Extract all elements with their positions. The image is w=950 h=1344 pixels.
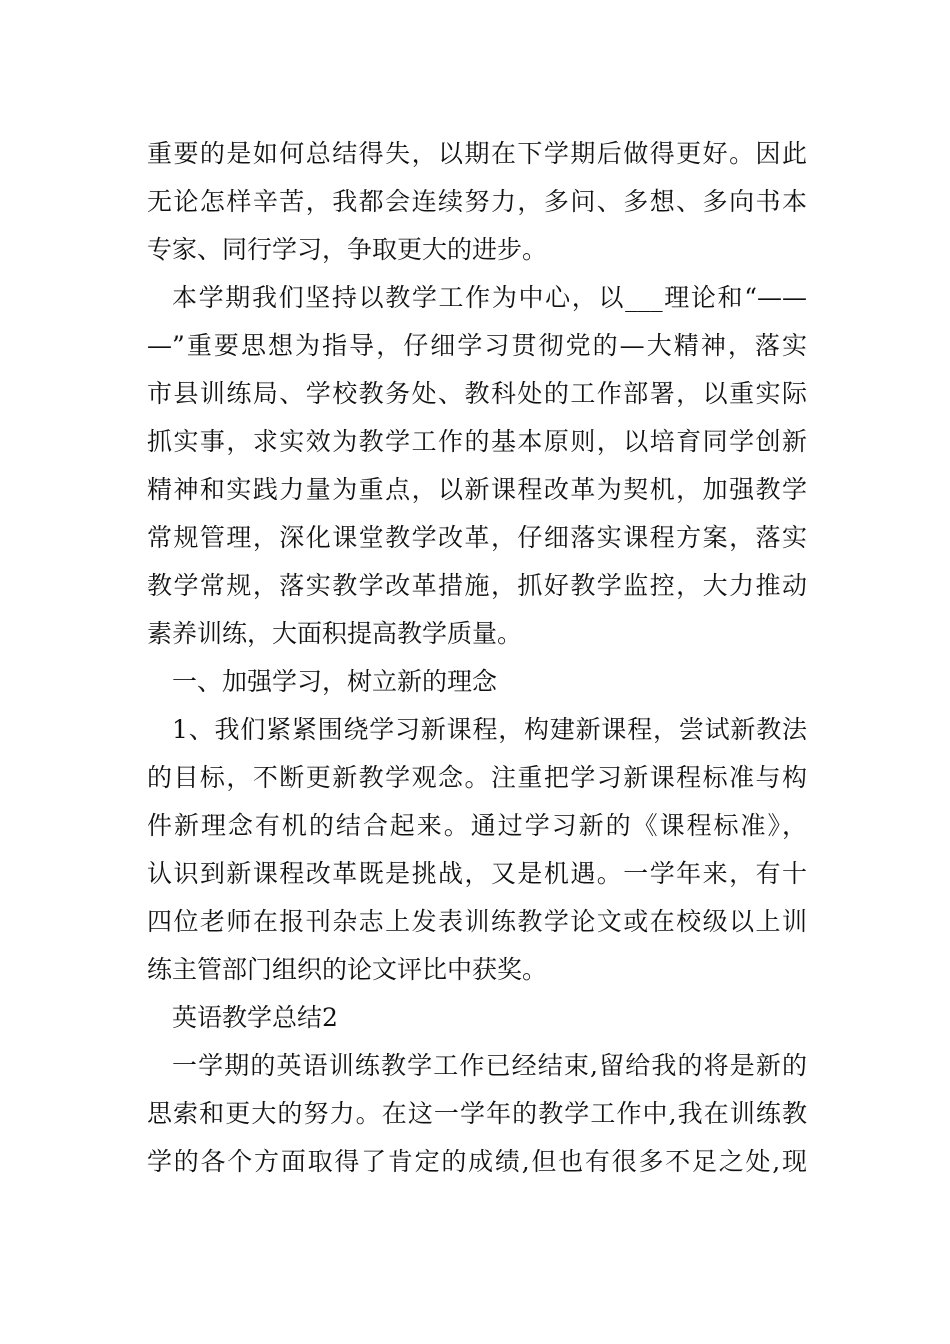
text-line: 学的各个方面取得了肯定的成绩,但也有很多不足之处,现 — [147, 1147, 807, 1176]
text-line: 抓实事，求实效为教学工作的基本原则，以培育同学创新 — [147, 427, 807, 456]
text-line: 四位老师在报刊杂志上发表训练教学论文或在校级以上训 — [147, 907, 807, 936]
text-line: 重要的是如何总结得失，以期在下学期后做得更好。因此 — [147, 139, 807, 168]
section-heading — [147, 658, 807, 706]
text-line: 市县训练局、学校教务处、教科处的工作部署，以重实际 — [147, 379, 807, 408]
subtitle-text: 英语教学总结2 — [172, 1003, 338, 1032]
text-line: —”重要思想为指导，仔细学习贯彻党的—大精神，落实 — [147, 331, 807, 360]
text-line: 无论怎样辛苦，我都会连续努力，多问、多想、多向书本 — [147, 187, 807, 216]
paragraph-4 — [147, 1042, 807, 1186]
subtitle — [147, 994, 807, 1042]
text-line: 件新理念有机的结合起来。通过学习新的《课程标准》， — [147, 811, 807, 840]
text-line: 1、我们紧紧围绕学习新课程，构建新课程，尝试新教法 — [172, 715, 807, 744]
paragraph-1 — [147, 130, 807, 274]
text-line: 认识到新课程改革既是挑战，又是机遇。一学年来，有十 — [147, 859, 807, 888]
text-line: 素养训练，大面积提高教学质量。 — [147, 619, 523, 648]
text-line: 的目标，不断更新教学观念。注重把学习新课程标准与构 — [147, 763, 807, 792]
text-line: 常规管理，深化课堂教学改革，仔细落实课程方案，落实 — [147, 523, 807, 552]
text-line: 练主管部门组织的论文评比中获奖。 — [147, 955, 548, 984]
document-page — [147, 130, 807, 1186]
text-line: 教学常规，落实教学改革措施，抓好教学监控，大力推动 — [147, 571, 807, 600]
text-line: 一学期的英语训练教学工作已经结束,留给我的将是新的 — [172, 1051, 807, 1080]
text-line: 精神和实践力量为重点，以新课程改革为契机，加强教学 — [147, 475, 807, 504]
paragraph-2 — [147, 274, 807, 658]
text-line: 专家、同行学习，争取更大的进步。 — [147, 235, 548, 264]
heading-text: 一、加强学习，树立新的理念 — [172, 667, 498, 696]
paragraph-3 — [147, 706, 807, 994]
text-line: 思索和更大的努力。在这一学年的教学工作中,我在训练教 — [147, 1099, 807, 1128]
text-line: 本学期我们坚持以教学工作为中心，以___理论和“—— — [172, 283, 807, 312]
